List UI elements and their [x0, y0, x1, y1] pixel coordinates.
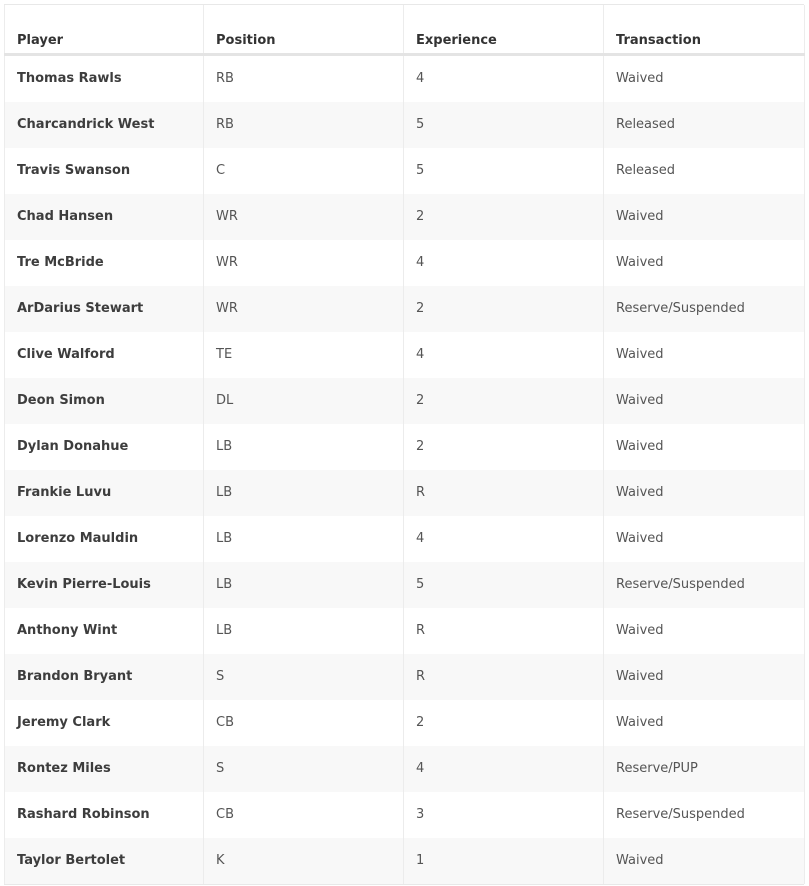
- table-row: [5, 516, 805, 562]
- cell-position: WR: [204, 240, 404, 286]
- table-row: [5, 608, 805, 654]
- cell-position: CB: [204, 700, 404, 746]
- cell-experience: 3: [404, 792, 604, 838]
- cell-player: Chad Hansen: [5, 194, 204, 240]
- cell-position: RB: [204, 55, 404, 103]
- table-row: [5, 332, 805, 378]
- column-header-player[interactable]: Player: [5, 5, 204, 55]
- cell-player: Charcandrick West: [5, 102, 204, 148]
- cell-experience: 4: [404, 332, 604, 378]
- cell-player: Taylor Bertolet: [5, 838, 204, 884]
- cell-position: LB: [204, 562, 404, 608]
- cell-transaction: Waived: [604, 838, 805, 884]
- cell-position: CB: [204, 792, 404, 838]
- cell-position: WR: [204, 194, 404, 240]
- cell-position: LB: [204, 424, 404, 470]
- table-row: [5, 700, 805, 746]
- cell-experience: 2: [404, 378, 604, 424]
- cell-transaction: Waived: [604, 194, 805, 240]
- cell-transaction: Waived: [604, 516, 805, 562]
- cell-player: Deon Simon: [5, 378, 204, 424]
- cell-experience: 4: [404, 240, 604, 286]
- cell-experience: R: [404, 470, 604, 516]
- cell-player: Brandon Bryant: [5, 654, 204, 700]
- table-row: [5, 102, 805, 148]
- cell-experience: 2: [404, 286, 604, 332]
- column-header-position[interactable]: Position: [204, 5, 404, 55]
- cell-position: LB: [204, 608, 404, 654]
- table-row: [5, 286, 805, 332]
- cell-transaction: Released: [604, 102, 805, 148]
- cell-transaction: Waived: [604, 424, 805, 470]
- cell-position: DL: [204, 378, 404, 424]
- table-row: [5, 424, 805, 470]
- cell-transaction: Waived: [604, 378, 805, 424]
- cell-position: K: [204, 838, 404, 884]
- cell-experience: R: [404, 608, 604, 654]
- cell-player: Frankie Luvu: [5, 470, 204, 516]
- cell-player: Dylan Donahue: [5, 424, 204, 470]
- table-row: [5, 838, 805, 884]
- table-row: [5, 240, 805, 286]
- cell-position: WR: [204, 286, 404, 332]
- transactions-table: [4, 5, 805, 884]
- cell-transaction: Released: [604, 148, 805, 194]
- table-row: [5, 792, 805, 838]
- cell-player: Clive Walford: [5, 332, 204, 378]
- cell-transaction: Waived: [604, 332, 805, 378]
- cell-position: RB: [204, 102, 404, 148]
- table-row: [5, 654, 805, 700]
- cell-transaction: Reserve/Suspended: [604, 562, 805, 608]
- cell-transaction: Waived: [604, 240, 805, 286]
- cell-position: LB: [204, 470, 404, 516]
- cell-player: Travis Swanson: [5, 148, 204, 194]
- cell-transaction: Reserve/Suspended: [604, 286, 805, 332]
- cell-player: Jeremy Clark: [5, 700, 204, 746]
- table-row: [5, 55, 805, 103]
- cell-player: Anthony Wint: [5, 608, 204, 654]
- cell-experience: 2: [404, 700, 604, 746]
- cell-transaction: Waived: [604, 654, 805, 700]
- cell-player: Rashard Robinson: [5, 792, 204, 838]
- table-row: [5, 562, 805, 608]
- cell-experience: 5: [404, 102, 604, 148]
- cell-transaction: Waived: [604, 700, 805, 746]
- cell-experience: 4: [404, 55, 604, 103]
- cell-experience: 4: [404, 516, 604, 562]
- cell-transaction: Waived: [604, 608, 805, 654]
- cell-player: Kevin Pierre-Louis: [5, 562, 204, 608]
- cell-experience: 4: [404, 746, 604, 792]
- table-row: [5, 148, 805, 194]
- cell-transaction: Waived: [604, 470, 805, 516]
- cell-player: Tre McBride: [5, 240, 204, 286]
- cell-position: C: [204, 148, 404, 194]
- table-row: [5, 470, 805, 516]
- cell-experience: R: [404, 654, 604, 700]
- cell-player: Thomas Rawls: [5, 55, 204, 103]
- table-row: [5, 194, 805, 240]
- header-row: [5, 5, 805, 55]
- cell-experience: 2: [404, 194, 604, 240]
- cell-transaction: Reserve/Suspended: [604, 792, 805, 838]
- table-body: [5, 55, 805, 885]
- column-header-transaction[interactable]: Transaction: [604, 5, 805, 55]
- cell-experience: 5: [404, 562, 604, 608]
- cell-position: TE: [204, 332, 404, 378]
- column-header-experience[interactable]: Experience: [404, 5, 604, 55]
- table-row: [5, 378, 805, 424]
- cell-experience: 2: [404, 424, 604, 470]
- cell-position: S: [204, 654, 404, 700]
- cell-experience: 5: [404, 148, 604, 194]
- cell-position: LB: [204, 516, 404, 562]
- cell-position: S: [204, 746, 404, 792]
- table-header: [5, 5, 805, 55]
- cell-player: Rontez Miles: [5, 746, 204, 792]
- cell-transaction: Reserve/PUP: [604, 746, 805, 792]
- cell-experience: 1: [404, 838, 604, 884]
- transactions-table-container: [4, 4, 804, 885]
- cell-player: Lorenzo Mauldin: [5, 516, 204, 562]
- cell-player: ArDarius Stewart: [5, 286, 204, 332]
- cell-transaction: Waived: [604, 55, 805, 103]
- table-row: [5, 746, 805, 792]
